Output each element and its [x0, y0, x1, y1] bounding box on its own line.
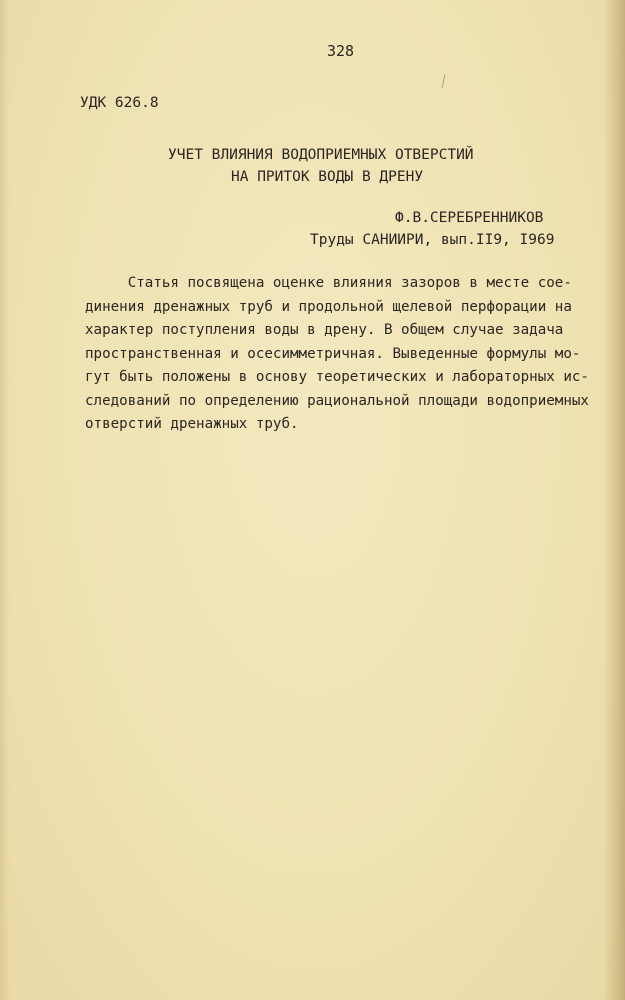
author-name: Ф.В.СЕРЕБРЕННИКОВ	[395, 210, 544, 226]
abstract-line: отверстий дренажных труб.	[85, 416, 299, 432]
page-edge-shadow-right	[603, 0, 625, 1000]
abstract-line: характер поступления воды в дрену. В общем случае задача	[85, 322, 564, 338]
page-edge-shadow-left	[0, 0, 10, 1000]
udk-code: УДК 626.8	[80, 95, 159, 111]
abstract-line: следований по определению рациональной площади водоприемных	[85, 392, 589, 409]
source-citation: Труды САНИИРИ, вып.II9, I969	[310, 232, 555, 248]
abstract-paragraph	[85, 272, 605, 437]
title-line-1: УЧЕТ ВЛИЯНИЯ ВОДОПРИЕМНЫХ ОТВЕРСТИЙ	[168, 147, 474, 163]
abstract-line: динения дренажных труб и продольной щелевой перфорации на	[85, 298, 572, 315]
abstract-line: гут быть положены в основу теоретических и лабораторных ис-	[85, 369, 589, 385]
abstract-line: Статья посвящена оценке влияния зазоров в месте сое-	[85, 275, 572, 291]
title-line-2: НА ПРИТОК ВОДЫ В ДРЕНУ	[231, 169, 424, 185]
pencil-mark	[442, 74, 446, 88]
abstract-line: пространственная и осесимметричная. Выведенные формулы мо-	[85, 345, 581, 362]
page-number: 328	[327, 42, 355, 60]
